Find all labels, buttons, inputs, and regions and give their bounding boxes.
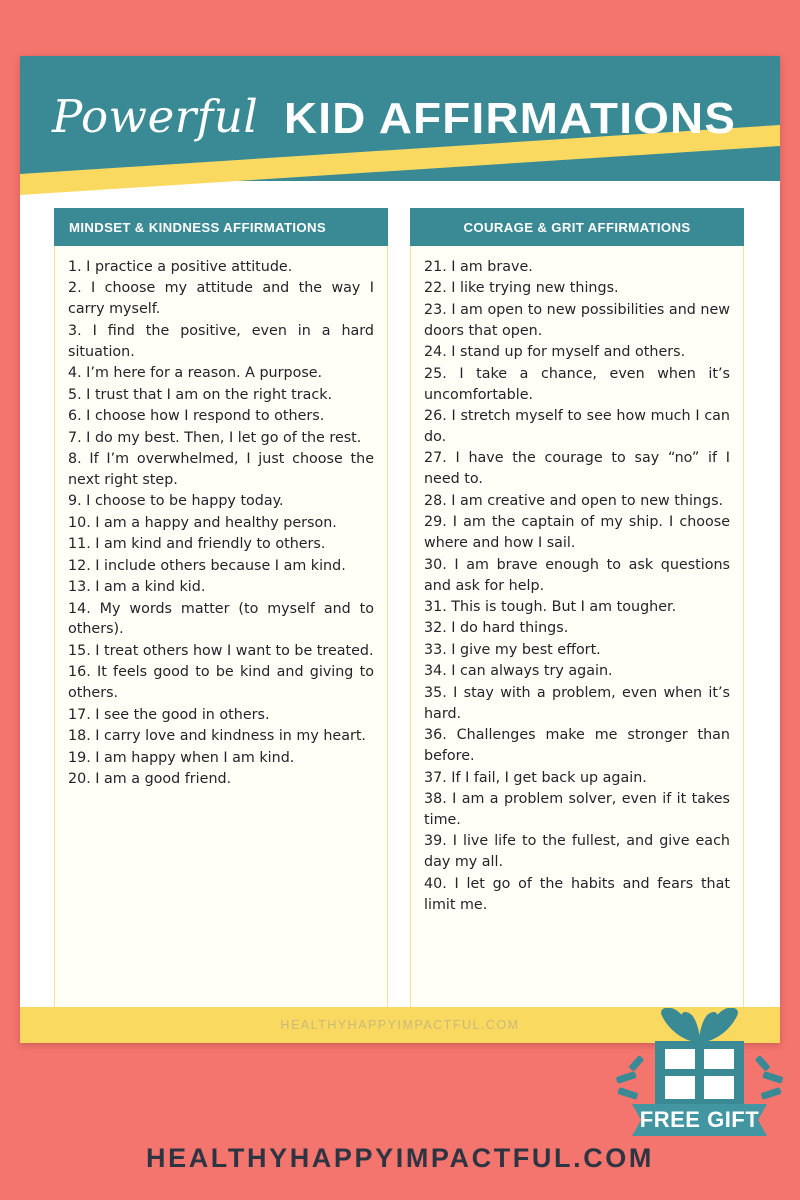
- title-script-word: Powerful: [52, 90, 259, 143]
- page-title: KID AFFIRMATIONS: [284, 93, 737, 143]
- column-body-courage: [410, 246, 744, 1038]
- list-item: 16. It feels good to be kind and giving to others.: [68, 664, 374, 702]
- list-item: 25. I take a chance, even when it’s uncomfortable.: [424, 365, 730, 403]
- list-item: 8. If I’m overwhelmed, I just choose the next right step.: [68, 450, 374, 488]
- column-header-courage: COURAGE & GRIT AFFIRMATIONS: [410, 208, 744, 246]
- list-item: 29. I am the captain of my ship. I choose where and how I sail.: [424, 514, 730, 552]
- free-gift-badge[interactable]: [612, 1008, 787, 1143]
- list-item: 17. I see the good in others.: [68, 706, 270, 723]
- free-gift-label: FREE GIFT: [639, 1107, 760, 1132]
- list-item: 35. I stay with a problem, even when it’s hard.: [424, 684, 730, 722]
- list-item: 26. I stretch myself to see how much I can do.: [424, 408, 730, 445]
- list-item: 11. I am kind and friendly to others.: [68, 536, 326, 553]
- column-header-mindset: MINDSET & KINDNESS AFFIRMATIONS: [54, 208, 388, 246]
- column-mindset-kindness: [54, 208, 388, 1038]
- list-item: 34. I can always try again.: [424, 663, 613, 680]
- list-item: 39. I live life to the fullest, and give each day my all.: [424, 833, 730, 871]
- list-item: 4. I’m here for a reason. A purpose.: [68, 365, 323, 382]
- list-item: 7. I do my best. Then, I let go of the rest.: [68, 429, 362, 446]
- list-item: 9. I choose to be happy today.: [68, 493, 284, 510]
- poster-card: [20, 56, 780, 1043]
- list-item: 6. I choose how I respond to others.: [68, 408, 325, 425]
- list-item: 32. I do hard things.: [424, 620, 569, 637]
- list-item: 3. I find the positive, even in a hard situation.: [68, 322, 374, 360]
- list-item: 18. I carry love and kindness in my heart.: [68, 728, 366, 745]
- column-body-mindset: [54, 246, 388, 1038]
- list-item: 19. I am happy when I am kind.: [68, 749, 295, 766]
- list-item: 31. This is tough. But I am tougher.: [424, 599, 677, 615]
- list-item: 22. I like trying new things.: [424, 280, 619, 297]
- list-item: 36. Challenges make me stronger than before.: [424, 727, 730, 765]
- list-item: 5. I trust that I am on the right track.: [68, 386, 333, 403]
- list-item: 27. I have the courage to say “no” if I need to.: [424, 450, 730, 488]
- list-item: 1. I practice a positive attitude.: [68, 259, 293, 275]
- list-item: 24. I stand up for myself and others.: [424, 344, 686, 361]
- list-item: 23. I am open to new possibilities and new doors that open.: [424, 301, 730, 339]
- list-item: 14. My words matter (to myself and to others).: [68, 600, 374, 638]
- list-item: 21. I am brave.: [424, 259, 533, 275]
- list-item: 30. I am brave enough to ask questions and ask for help.: [424, 556, 730, 594]
- affirmation-columns: [20, 208, 780, 1038]
- bottom-url-text: HEALTHYHAPPYIMPACTFUL.COM: [146, 1143, 654, 1173]
- list-item: 38. I am a problem solver, even if it takes time.: [424, 790, 730, 828]
- list-item: 2. I choose my attitude and the way I carry myself.: [68, 280, 374, 318]
- card-footer-url: HEALTHYHAPPYIMPACTFUL.COM: [280, 1018, 520, 1032]
- column-courage-grit: [410, 208, 744, 1038]
- list-item: 10. I am a happy and healthy person.: [68, 514, 337, 531]
- list-item: 20. I am a good friend.: [68, 771, 232, 787]
- list-item: 40. I let go of the habits and fears that limit me.: [424, 875, 730, 913]
- list-item: 13. I am a kind kid.: [68, 579, 206, 596]
- list-item: 28. I am creative and open to new things.: [424, 492, 724, 509]
- affirmation-list-courage: [424, 257, 730, 916]
- list-item: 37. If I fail, I get back up again.: [424, 769, 647, 786]
- list-item: 33. I give my best effort.: [424, 641, 601, 658]
- affirmation-list-mindset: [68, 257, 374, 790]
- gift-box-icon: [612, 1008, 787, 1143]
- list-item: 15. I treat others how I want to be treated.: [68, 642, 374, 659]
- list-item: 12. I include others because I am kind.: [68, 557, 346, 574]
